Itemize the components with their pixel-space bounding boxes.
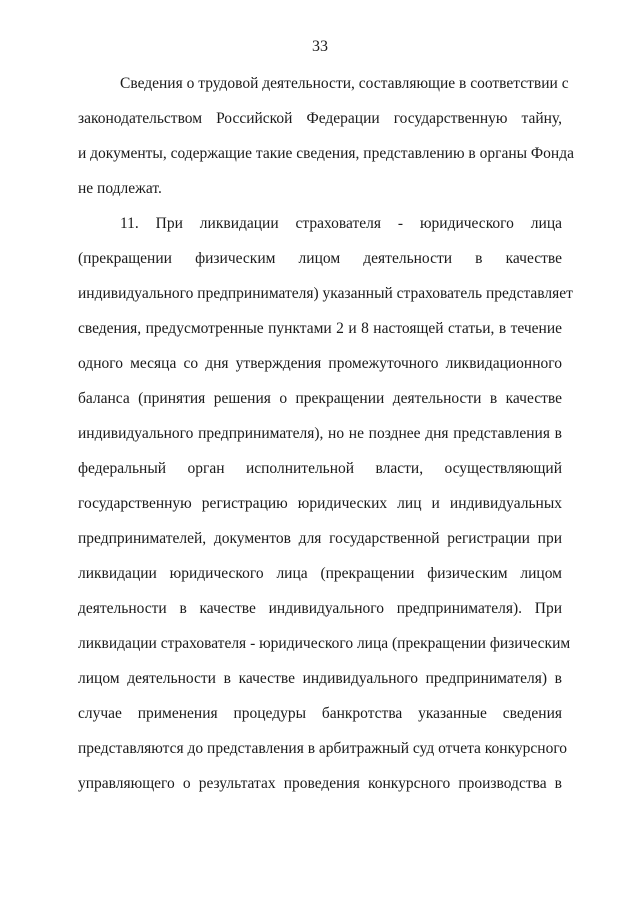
paragraph-2-line-15: случае применения процедуры банкротства указанные сведения: [78, 705, 562, 722]
paragraph-2-line-10: предпринимателей, документов для государственной регистрации при: [78, 530, 562, 547]
paragraph-2-line-9: государственную регистрацию юридических лиц и индивидуальных: [78, 495, 562, 512]
paragraph-1-line-1: Сведения о трудовой деятельности, составляющие в соответствии с: [120, 75, 569, 92]
paragraph-2-line-16: представляются до представления в арбитражный суд отчета конкурсного: [78, 740, 568, 757]
paragraph-2-line-3: индивидуального предпринимателя) указанный страхователь представляет: [78, 285, 573, 302]
paragraph-2-line-11: ликвидации юридического лица (прекращении физическим лицом: [78, 565, 562, 582]
page-number: 33: [312, 38, 328, 55]
paragraph-2-line-5: одного месяца со дня утверждения промежуточного ликвидационного: [78, 355, 562, 372]
paragraph-2-line-2: (прекращении физическим лицом деятельности в качестве: [78, 250, 562, 267]
paragraph-2-line-1: 11. При ликвидации страхователя - юридического лица: [120, 215, 562, 232]
paragraph-2-line-12: деятельности в качестве индивидуального предпринимателя). При: [78, 600, 562, 617]
paragraph-2-line-13: ликвидации страхователя - юридического лица (прекращении физическим: [78, 635, 571, 652]
paragraph-2-line-4: сведения, предусмотренные пунктами 2 и 8 настоящей статьи, в течение: [78, 320, 562, 337]
document-body: [78, 66, 574, 801]
paragraph-2-line-7: индивидуального предпринимателя), но не позднее дня представления в: [78, 425, 562, 442]
paragraph-2-line-14: лицом деятельности в качестве индивидуального предпринимателя) в: [78, 670, 562, 687]
paragraph-2-line-8: федеральный орган исполнительной власти, осуществляющий: [78, 460, 562, 477]
paragraph-1-line-2: законодательством Российской Федерации государственную тайну,: [78, 110, 562, 127]
paragraph-1-line-3: и документы, содержащие такие сведения, представлению в органы Фонда: [78, 145, 574, 162]
paragraph-2-line-17: управляющего о результатах проведения конкурсного производства в: [78, 775, 562, 792]
paragraph-1-line-4: не подлежат.: [78, 180, 162, 197]
paragraph-2-line-6: баланса (принятия решения о прекращении деятельности в качестве: [78, 390, 562, 407]
